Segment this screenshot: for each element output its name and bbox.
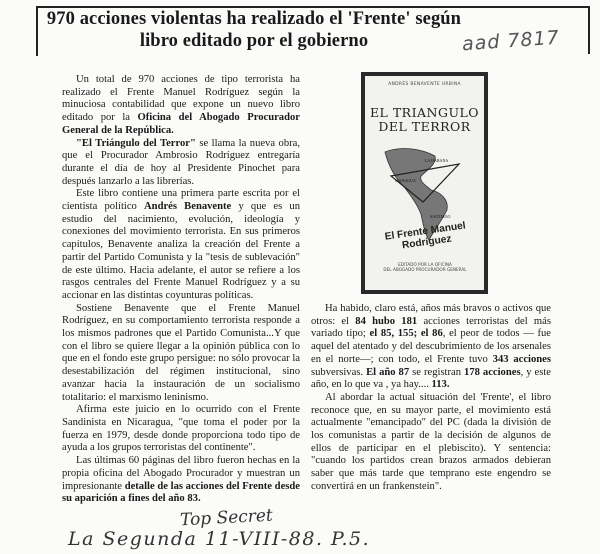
handwritten-source-date: La Segunda 11-VIII-88. P.5. <box>68 528 371 550</box>
headline: 970 acciones violentas ha realizado el 'Frente' según libro editado por el gobierno <box>46 9 462 51</box>
book-subtitle: El Frente Manuel Rodriguez <box>384 220 467 252</box>
archive-stamp: aad 7817 <box>461 26 561 56</box>
paragraph: Este libro contiene una primera parte escrita por el cientista político Andrés Benavente y que es un estudio del nacimiento, evolución, ideología y conexiones del movimiento terrorista. En sus primeros capítulos, Benavente analiza la creación del Frente a partir del Partido Comunista y la "tesis de sublevación" de este último. Hacia adelante, el autor se refiere a los rasgos centrales del Frente Manuel Rodríguez y a su accionar en las distintas coyunturas políticas. <box>62 188 301 301</box>
paragraph: Afirma este juicio en lo ocurrido con el Frente Sandinista en Nicaragua, "que toma el poder por la fuerza en 1979, desde donde proporciona todo tipo de ayuda a los grupos terroristas del continente". <box>62 404 300 454</box>
book-author: ANDRÉS BENAVENTE URBINA <box>388 82 461 87</box>
paragraph: Ha habido, claro está, años más bravos o activos que otros: el 84 hubo 181 acciones terroristas del más variado tipo; el 85, 155; el 86, el peor de todos — fue aquel del atentado y del descubrimiento de los arsenales en el norte—; con todo, el Frente tuvo 343 acciones subversivas. El año 87 se registran 178 acciones, y este año, en lo que va , ya hay.... 113. <box>311 303 551 391</box>
map-label: MANAGUA <box>395 178 416 183</box>
book-publisher: EDITADO POR LA OFICINA DEL ABOGADO PROCURADOR GENERAL <box>383 262 467 273</box>
book-cover-photo <box>361 72 488 294</box>
book-title: EL TRIANGULO DEL TERROR <box>369 105 480 134</box>
paragraph: Al abordar la actual situación del 'Frente', el libro reconoce que, en su mayor parte, el movimiento está actualmente "emancipado" del PC (dada la división de los comunistas a partir de la decisión de algunos de ellos de participar en el plebiscito). Y sentencia: "cuando los partidos crean brazos armados debieran saber que más tarde que temprano este engendro se convertirá en un frankenstein". <box>311 391 551 492</box>
article-column-right <box>311 303 551 494</box>
paragraph: Las últimas 60 páginas del libro fueron hechas en la propia oficina del Abogado Procurador y muestran un impresionante detalle de las acciones del Frente desde su aparición a fines del año 83. <box>62 455 300 505</box>
paragraph: Sostiene Benavente que el Frente Manuel Rodríguez, en su comportamiento terrorista responde a los mismos padrones que el Partido Comunista...Y que con el libro se quiere llegar a la opinión pública con lo que en el fondo este grupo persigue: no sólo provocar la desestabilización del régimen institucional, sino avanzar hacia la instauración de un socialismo totalitario: el marxismo leninismo. <box>62 302 300 403</box>
frame-left-rule <box>36 6 38 56</box>
paragraph: "El Triángulo del Terror" se llama la nueva obra, que el Procurador Ambrosio Rodríguez entregaría durante el día de hoy al Presidente Pinochet para después lanzarlo a las librerías. <box>62 137 301 187</box>
book-cover <box>365 76 484 290</box>
map-label: LA HABANA <box>425 158 449 163</box>
paragraph: Un total de 970 acciones de tipo terrorista ha realizado el Frente Manuel Rodríguez según la minuciosa contabilidad que expone un nuevo libro editado por la Oficina del Abogado Procurador General de la República. <box>62 74 300 136</box>
map-label: SANTIAGO <box>430 214 451 219</box>
handwritten-note-top-secret: Top Secret <box>179 505 274 531</box>
article-column-left <box>62 74 300 506</box>
